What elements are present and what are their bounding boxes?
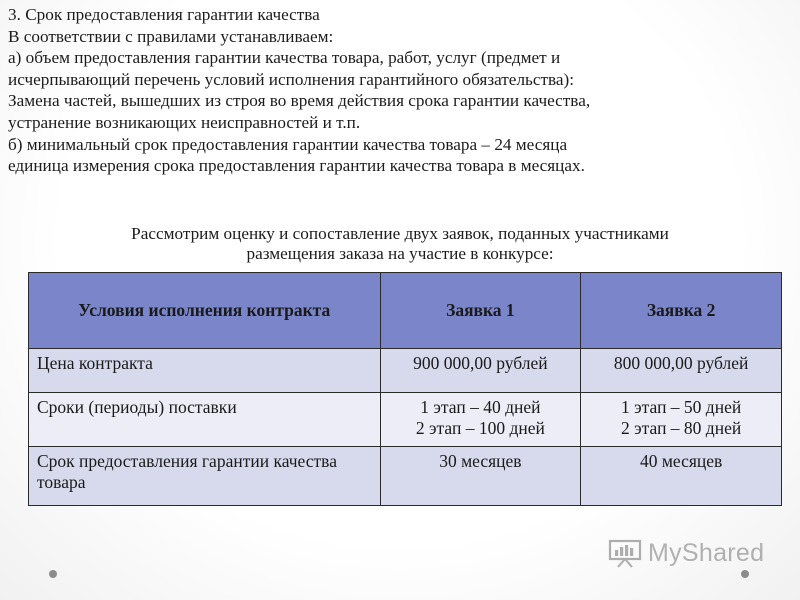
cell-line: 900 000,00 рублей xyxy=(413,353,548,373)
text-line: устранение возникающих неисправностей и т.п. xyxy=(8,112,361,132)
table-header-row xyxy=(29,273,782,349)
text-line: б) минимальный срок предоставления гарантии качества товара – 24 месяца xyxy=(8,134,568,154)
bid-1-cell xyxy=(380,393,581,447)
text-line: исчерпывающий перечень условий исполнения гарантийного обязательства): xyxy=(8,69,575,89)
watermark-text: MyShared xyxy=(648,538,765,567)
cell-line: 40 месяцев xyxy=(639,451,723,471)
text-line: Замена частей, вышедших из строя во время действия срока гарантии качества, xyxy=(8,91,591,111)
text-line: а) объем предоставления гарантии качества товара, работ, услуг (предмет и xyxy=(8,48,561,68)
comparison-table xyxy=(28,272,782,506)
presentation-board-icon xyxy=(608,538,642,568)
table-row xyxy=(29,393,782,447)
bid-2-cell xyxy=(581,393,782,447)
header-conditions: Условия исполнения контракта xyxy=(29,273,381,349)
header-bid-1: Заявка 1 xyxy=(380,273,581,349)
bid-2-cell xyxy=(581,349,782,393)
bid-1-cell xyxy=(380,349,581,393)
watermark-logo xyxy=(608,538,764,568)
bullet-dot-left xyxy=(49,570,57,578)
condition-cell: Сроки (периоды) поставки xyxy=(29,393,381,447)
intro-line: Рассмотрим оценку и сопоставление двух заявок, поданных участниками xyxy=(131,224,669,243)
table-row xyxy=(29,349,782,393)
slide-body-text xyxy=(8,4,794,177)
bullet-dot-right xyxy=(741,570,749,578)
intro-paragraph xyxy=(0,224,800,264)
cell-line: 2 этап – 100 дней xyxy=(415,418,545,438)
heading-line: 3. Срок предоставления гарантии качества xyxy=(8,5,320,24)
header-bid-2: Заявка 2 xyxy=(581,273,782,349)
condition-cell: Срок предоставления гарантии качества товара xyxy=(29,447,381,506)
text-line: В соответствии с правилами устанавливаем: xyxy=(8,26,334,46)
text-line: единица измерения срока предоставления гарантии качества товара в месяцах. xyxy=(8,156,585,176)
bid-2-cell xyxy=(581,447,782,506)
cell-line: 30 месяцев xyxy=(439,451,522,471)
intro-line: размещения заказа на участие в конкурсе: xyxy=(246,244,554,263)
bid-1-cell xyxy=(380,447,581,506)
cell-line: 800 000,00 рублей xyxy=(613,353,749,373)
cell-line: 1 этап – 50 дней xyxy=(621,397,742,417)
table-row xyxy=(29,447,782,506)
condition-cell: Цена контракта xyxy=(29,349,381,393)
cell-line: 2 этап – 80 дней xyxy=(621,418,742,438)
cell-line: 1 этап – 40 дней xyxy=(420,397,541,417)
